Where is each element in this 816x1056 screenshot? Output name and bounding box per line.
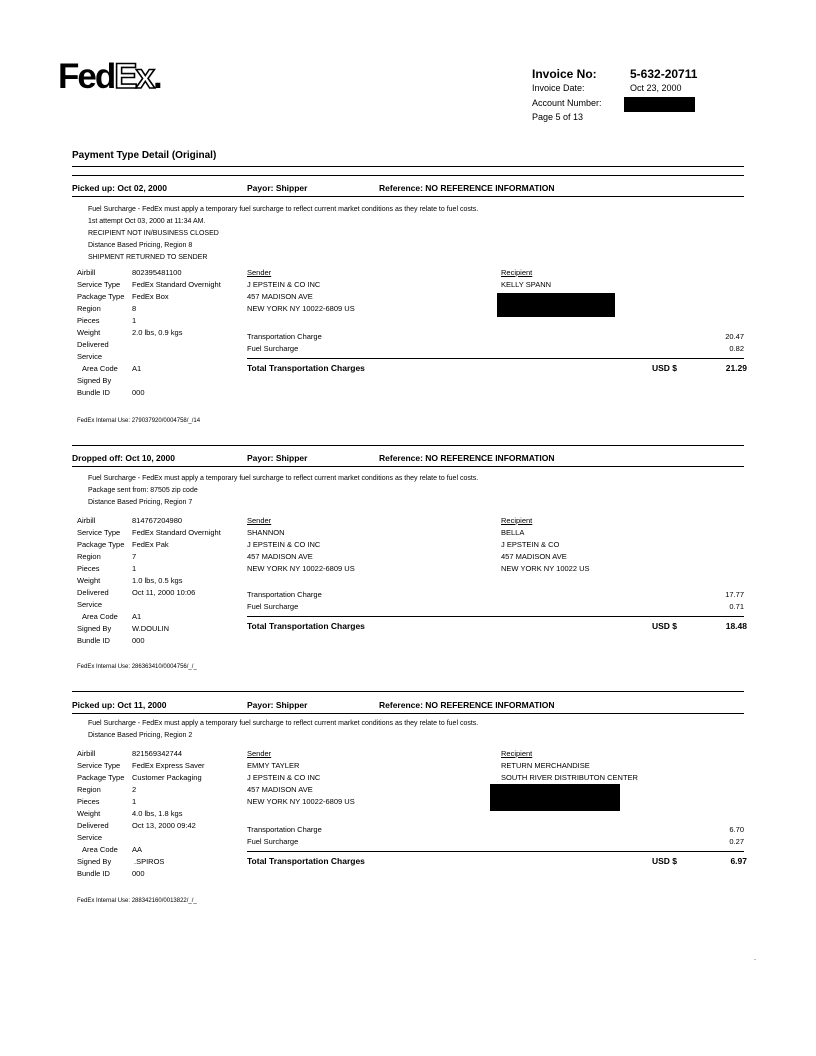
shipment-2-recipient bbox=[501, 515, 590, 575]
fuel-surcharge-label: Fuel Surcharge bbox=[247, 602, 299, 611]
shipment-3-recipient bbox=[501, 748, 638, 784]
label-service-type: Service Type bbox=[77, 528, 121, 537]
recipient-redaction bbox=[497, 293, 615, 317]
total-rule bbox=[247, 851, 744, 852]
label-service-type: Service Type bbox=[77, 761, 121, 770]
note-line: SHIPMENT RETURNED TO SENDER bbox=[88, 254, 208, 261]
recipient-label: Recipient bbox=[501, 268, 533, 277]
internal-use: FedEx Internal Use: 279037920/0004758/_/14 bbox=[77, 418, 201, 424]
recipient-line: J EPSTEIN & CO bbox=[501, 540, 560, 549]
note-line: RECIPIENT NOT IN/BUSINESS CLOSED bbox=[88, 230, 219, 237]
currency-label: USD $ bbox=[652, 363, 678, 373]
total-label: Total Transportation Charges bbox=[247, 363, 365, 373]
fedex-logo bbox=[58, 58, 161, 96]
shipment-2-header: Dropped off: Oct 10, 2000 bbox=[72, 453, 175, 463]
sender-line: SHANNON bbox=[247, 528, 285, 537]
label-bundle-id: Bundle ID bbox=[77, 388, 110, 397]
label-weight: Weight bbox=[77, 576, 101, 585]
shipment-1-sender bbox=[247, 267, 355, 315]
sender-label: Sender bbox=[247, 749, 272, 758]
transport-charge-value: 17.77 bbox=[725, 590, 744, 599]
package-type-value: FedEx Pak bbox=[132, 540, 169, 549]
area-code-value: A1 bbox=[132, 612, 142, 621]
fuel-surcharge-label: Fuel Surcharge bbox=[247, 344, 299, 353]
shipment-2-reference: Reference: NO REFERENCE INFORMATION bbox=[379, 453, 555, 463]
shipment-1-notes bbox=[88, 204, 478, 264]
package-type-value: FedEx Box bbox=[132, 292, 169, 301]
invoice-no-value: 5-632-20711 bbox=[630, 67, 698, 81]
shipment-1-labels bbox=[77, 267, 137, 399]
sender-label: Sender bbox=[247, 516, 272, 525]
logo-dot: . bbox=[153, 57, 161, 96]
label-signed-by: Signed By bbox=[77, 376, 112, 385]
footer-mark: . bbox=[754, 953, 757, 962]
label-service: Service bbox=[77, 600, 103, 609]
label-service-type: Service Type bbox=[77, 280, 121, 289]
pieces-value: 1 bbox=[132, 797, 137, 806]
pieces-value: 1 bbox=[132, 316, 137, 325]
label-region: Region bbox=[77, 785, 101, 794]
fuel-surcharge-label: Fuel Surcharge bbox=[247, 837, 299, 846]
note-line: Fuel Surcharge - FedEx must apply a temporary fuel surcharge to reflect current market conditions as they relate to fuel costs. bbox=[88, 475, 479, 482]
note-line: Fuel Surcharge - FedEx must apply a temporary fuel surcharge to reflect current market conditions as they relate to fuel costs. bbox=[88, 206, 479, 213]
recipient-line: BELLA bbox=[501, 528, 525, 537]
shipment-2-values bbox=[132, 515, 242, 647]
transport-charge-value: 6.70 bbox=[729, 825, 744, 834]
internal-use: FedEx Internal Use: 288342160/0013822/_/_ bbox=[77, 898, 197, 904]
shipment-3-top-rule bbox=[72, 691, 744, 692]
delivered-value: Oct 13, 2000 09:42 bbox=[132, 821, 196, 830]
recipient-line: NEW YORK NY 10022 US bbox=[501, 564, 590, 573]
shipment-1-recipient bbox=[501, 267, 551, 291]
bundle-id-value: 000 bbox=[132, 636, 145, 645]
transport-charge-label: Transportation Charge bbox=[247, 590, 322, 599]
sender-line: NEW YORK NY 10022-6809 US bbox=[247, 797, 355, 806]
total-value: 6.97 bbox=[730, 856, 747, 866]
recipient-line: SOUTH RIVER DISTRIBUTON CENTER bbox=[501, 773, 638, 782]
label-pieces: Pieces bbox=[77, 316, 100, 325]
fuel-surcharge-value: 0.27 bbox=[729, 837, 744, 846]
shipment-2-labels bbox=[77, 515, 137, 647]
shipment-3-values bbox=[132, 748, 242, 880]
fuel-surcharge-value: 0.82 bbox=[729, 344, 744, 353]
label-bundle-id: Bundle ID bbox=[77, 869, 110, 878]
internal-use: FedEx Internal Use: 286363410/0004756/_/_ bbox=[77, 664, 197, 670]
label-region: Region bbox=[77, 304, 101, 313]
note-line: Package sent from: 87505 zip code bbox=[88, 487, 198, 494]
total-rule bbox=[247, 616, 744, 617]
invoice-date-value: Oct 23, 2000 bbox=[630, 83, 682, 93]
area-code-value: A1 bbox=[132, 364, 142, 373]
service-spacer bbox=[132, 351, 242, 363]
total-label: Total Transportation Charges bbox=[247, 621, 365, 631]
recipient-redaction bbox=[490, 784, 620, 811]
label-package-type: Package Type bbox=[77, 292, 125, 301]
service-spacer bbox=[132, 832, 242, 844]
total-value: 21.29 bbox=[725, 363, 747, 373]
recipient-label: Recipient bbox=[501, 749, 533, 758]
label-bundle-id: Bundle ID bbox=[77, 636, 110, 645]
delivered-value bbox=[132, 339, 242, 351]
note-line: Fuel Surcharge - FedEx must apply a temporary fuel surcharge to reflect current market conditions as they relate to fuel costs. bbox=[88, 720, 479, 727]
currency-label: USD $ bbox=[652, 856, 678, 866]
shipment-1-top-rule bbox=[72, 175, 744, 176]
signed-by-value bbox=[132, 375, 242, 387]
invoice-date-label: Invoice Date: bbox=[532, 83, 585, 93]
shipment-1-header-rule bbox=[72, 196, 744, 197]
sender-label: Sender bbox=[247, 268, 272, 277]
label-area-code: Area Code bbox=[82, 612, 118, 621]
package-type-value: Customer Packaging bbox=[132, 773, 202, 782]
shipment-2-notes bbox=[88, 473, 478, 509]
shipment-1-payor: Payor: Shipper bbox=[247, 183, 308, 193]
label-service: Service bbox=[77, 833, 103, 842]
sender-line: 457 MADISON AVE bbox=[247, 552, 313, 561]
label-delivered: Delivered bbox=[77, 821, 109, 830]
weight-value: 1.0 lbs, 0.5 kgs bbox=[132, 576, 183, 585]
signed-by-value: W.DOULIN bbox=[132, 624, 170, 633]
label-airbill: Airbill bbox=[77, 749, 96, 758]
label-weight: Weight bbox=[77, 809, 101, 818]
sender-line: J EPSTEIN & CO INC bbox=[247, 540, 321, 549]
note-line: Distance Based Pricing, Region 7 bbox=[88, 499, 193, 506]
label-package-type: Package Type bbox=[77, 773, 125, 782]
airbill-value: 802395481100 bbox=[132, 268, 182, 277]
service-type-value: FedEx Express Saver bbox=[132, 761, 205, 770]
signed-by-value: .SPIROS bbox=[134, 857, 165, 866]
fuel-surcharge-value: 0.71 bbox=[729, 602, 744, 611]
area-code-value: AA bbox=[132, 845, 143, 854]
page-indicator: Page 5 of 13 bbox=[532, 112, 584, 122]
shipment-3-labels bbox=[77, 748, 137, 880]
service-spacer bbox=[132, 599, 242, 611]
service-type-value: FedEx Standard Overnight bbox=[132, 528, 221, 537]
page-title: Payment Type Detail (Original) bbox=[72, 150, 217, 161]
pieces-value: 1 bbox=[132, 564, 137, 573]
logo-fed: Fed bbox=[58, 57, 115, 96]
total-value: 18.48 bbox=[725, 621, 747, 631]
logo-ex: Ex bbox=[114, 57, 154, 96]
note-line: Distance Based Pricing, Region 2 bbox=[88, 732, 193, 739]
sender-line: 457 MADISON AVE bbox=[247, 292, 313, 301]
label-area-code: Area Code bbox=[82, 364, 118, 373]
sender-line: 457 MADISON AVE bbox=[247, 785, 313, 794]
region-value: 7 bbox=[132, 552, 137, 561]
shipment-3-payor: Payor: Shipper bbox=[247, 700, 308, 710]
label-region: Region bbox=[77, 552, 101, 561]
label-package-type: Package Type bbox=[77, 540, 125, 549]
label-signed-by: Signed By bbox=[77, 624, 112, 633]
airbill-value: 814767204980 bbox=[132, 516, 183, 525]
title-rule bbox=[72, 166, 744, 167]
shipment-2-top-rule bbox=[72, 445, 744, 446]
bundle-id-value: 000 bbox=[132, 388, 145, 397]
shipment-1-values bbox=[132, 267, 242, 399]
region-value: 8 bbox=[132, 304, 137, 313]
label-delivered: Delivered bbox=[77, 340, 109, 349]
shipment-1-header: Picked up: Oct 02, 2000 bbox=[72, 183, 167, 193]
total-label: Total Transportation Charges bbox=[247, 856, 365, 866]
label-airbill: Airbill bbox=[77, 516, 96, 525]
weight-value: 2.0 lbs, 0.9 kgs bbox=[132, 328, 183, 337]
region-value: 2 bbox=[132, 785, 137, 794]
shipment-3-header: Picked up: Oct 11, 2000 bbox=[72, 700, 167, 710]
shipment-3-notes bbox=[88, 718, 478, 742]
label-pieces: Pieces bbox=[77, 797, 100, 806]
label-weight: Weight bbox=[77, 328, 101, 337]
currency-label: USD $ bbox=[652, 621, 678, 631]
account-number-label: Account Number: bbox=[532, 98, 602, 108]
shipment-3-header-rule bbox=[72, 713, 744, 714]
label-airbill: Airbill bbox=[77, 268, 96, 277]
weight-value: 4.0 lbs, 1.8 kgs bbox=[132, 809, 183, 818]
recipient-line: 457 MADISON AVE bbox=[501, 552, 567, 561]
shipment-2-sender bbox=[247, 515, 355, 575]
recipient-line: KELLY SPANN bbox=[501, 280, 552, 289]
account-number-redaction bbox=[624, 97, 695, 112]
label-pieces: Pieces bbox=[77, 564, 100, 573]
transport-charge-label: Transportation Charge bbox=[247, 332, 322, 341]
sender-line: J EPSTEIN & CO INC bbox=[247, 773, 321, 782]
recipient-label: Recipient bbox=[501, 516, 533, 525]
shipment-3-sender bbox=[247, 748, 355, 808]
service-type-value: FedEx Standard Overnight bbox=[132, 280, 221, 289]
sender-line: NEW YORK NY 10022-6809 US bbox=[247, 304, 355, 313]
delivered-value: Oct 11, 2000 10:06 bbox=[132, 588, 196, 597]
transport-charge-value: 20.47 bbox=[725, 332, 744, 341]
label-area-code: Area Code bbox=[82, 845, 118, 854]
label-service: Service bbox=[77, 352, 103, 361]
note-line: Distance Based Pricing, Region 8 bbox=[88, 242, 193, 249]
transport-charge-label: Transportation Charge bbox=[247, 825, 322, 834]
airbill-value: 821569342744 bbox=[132, 749, 183, 758]
label-signed-by: Signed By bbox=[77, 857, 112, 866]
shipment-2-header-rule bbox=[72, 466, 744, 467]
sender-line: EMMY TAYLER bbox=[247, 761, 300, 770]
shipment-2-payor: Payor: Shipper bbox=[247, 453, 308, 463]
sender-line: J EPSTEIN & CO INC bbox=[247, 280, 321, 289]
total-rule bbox=[247, 358, 744, 359]
sender-line: NEW YORK NY 10022-6809 US bbox=[247, 564, 355, 573]
note-line: 1st attempt Oct 03, 2000 at 11:34 AM. bbox=[88, 218, 206, 225]
shipment-3-reference: Reference: NO REFERENCE INFORMATION bbox=[379, 700, 555, 710]
invoice-no-label: Invoice No: bbox=[532, 67, 597, 81]
bundle-id-value: 000 bbox=[132, 869, 145, 878]
shipment-1-reference: Reference: NO REFERENCE INFORMATION bbox=[379, 183, 555, 193]
label-delivered: Delivered bbox=[77, 588, 109, 597]
recipient-line: RETURN MERCHANDISE bbox=[501, 761, 590, 770]
